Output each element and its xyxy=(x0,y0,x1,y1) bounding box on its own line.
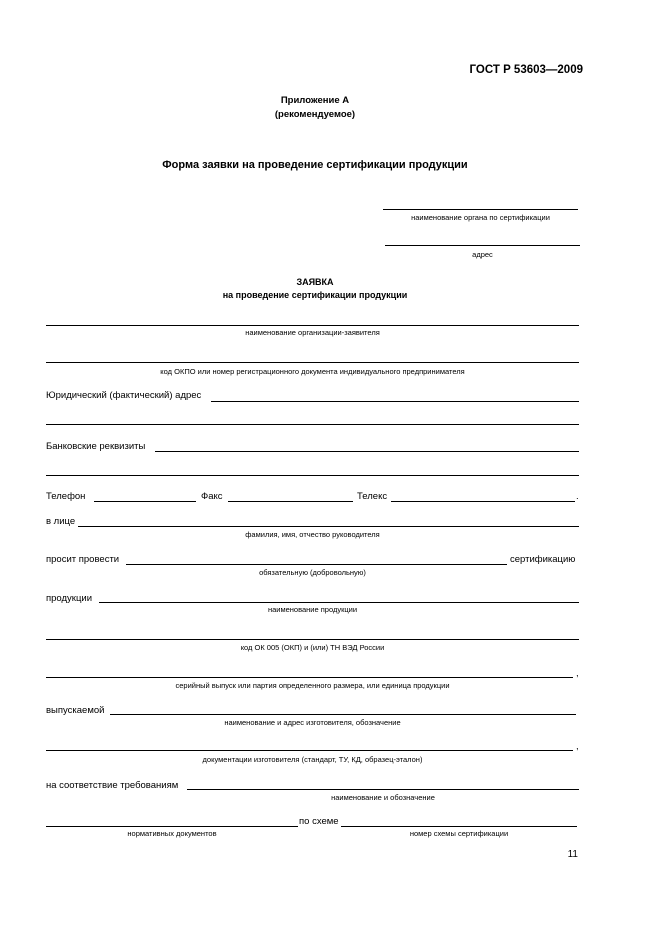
okpo-caption: код ОКПО или номер регистрационного документа индивидуального предпринимателя xyxy=(160,367,465,376)
requirements-label: на соответствие требованиям xyxy=(46,780,179,791)
request-label: просит провести xyxy=(46,554,120,565)
person-caption: фамилия, имя, отчество руководителя xyxy=(245,530,380,539)
docs-line[interactable] xyxy=(46,750,573,751)
manufacturer-caption: наименование и адрес изготовителя, обозначение xyxy=(224,718,401,727)
phone-line[interactable] xyxy=(94,501,196,502)
appendix-subtitle: (рекомендуемое) xyxy=(274,109,356,120)
phone-label: Телефон xyxy=(46,491,86,502)
organ-line[interactable] xyxy=(383,209,578,210)
request-suffix: сертификацию xyxy=(510,554,576,565)
legal-address-line-2[interactable] xyxy=(46,424,579,425)
standard-code: ГОСТ Р 53603—2009 xyxy=(469,64,583,76)
docs-comma: , xyxy=(576,741,579,752)
manufacturer-label: выпускаемой xyxy=(46,705,105,716)
telex-label: Телекс xyxy=(357,491,388,502)
person-line[interactable] xyxy=(78,526,579,527)
scheme-label: по схеме xyxy=(299,816,339,827)
fax-line[interactable] xyxy=(228,501,353,502)
series-line[interactable] xyxy=(46,677,573,678)
fax-label: Факс xyxy=(201,491,223,502)
org-caption: наименование организации-заявителя xyxy=(245,328,380,337)
address-caption: адрес xyxy=(472,250,493,259)
person-label: в лице xyxy=(46,516,76,527)
form-title: Форма заявки на проведение сертификации продукции xyxy=(162,159,468,171)
request-line[interactable] xyxy=(126,564,507,565)
org-line[interactable] xyxy=(46,325,579,326)
series-comma: , xyxy=(576,668,579,679)
legal-address-line[interactable] xyxy=(211,401,579,402)
manufacturer-line[interactable] xyxy=(110,714,576,715)
address-line[interactable] xyxy=(385,245,580,246)
application-subtitle: на проведение сертификации продукции xyxy=(222,290,408,300)
series-caption: серийный выпуск или партия определенного размера, или единица продукции xyxy=(175,681,450,690)
bank-line-2[interactable] xyxy=(46,475,579,476)
requirements-line[interactable] xyxy=(187,789,579,790)
page-number: 11 xyxy=(567,849,578,860)
scheme-caption: номер схемы сертификации xyxy=(409,829,509,838)
product-caption: наименование продукции xyxy=(267,605,358,614)
code-caption: код ОК 005 (ОКП) и (или) ТН ВЭД России xyxy=(240,643,385,652)
bank-line[interactable] xyxy=(155,451,579,452)
organ-caption: наименование органа по сертификации xyxy=(411,213,550,222)
requirements-caption: наименование и обозначение xyxy=(331,793,435,802)
docs-caption: документации изготовителя (стандарт, ТУ, КД, образец-эталон) xyxy=(202,755,423,764)
appendix-title: Приложение А xyxy=(280,95,350,106)
normative-caption: нормативных документов xyxy=(127,829,217,838)
normative-line[interactable] xyxy=(46,826,298,827)
scheme-line[interactable] xyxy=(341,826,577,827)
okpo-line[interactable] xyxy=(46,362,579,363)
product-label: продукции xyxy=(46,593,93,604)
product-line[interactable] xyxy=(99,602,579,603)
bank-label: Банковские реквизиты xyxy=(46,441,146,452)
legal-address-label: Юридический (фактический) адрес xyxy=(46,390,202,401)
code-line[interactable] xyxy=(46,639,579,640)
application-title: ЗАЯВКА xyxy=(296,277,334,287)
request-caption: обязательную (добровольную) xyxy=(259,568,366,577)
telex-line[interactable] xyxy=(391,501,575,502)
phone-end-dot: . xyxy=(576,491,579,502)
